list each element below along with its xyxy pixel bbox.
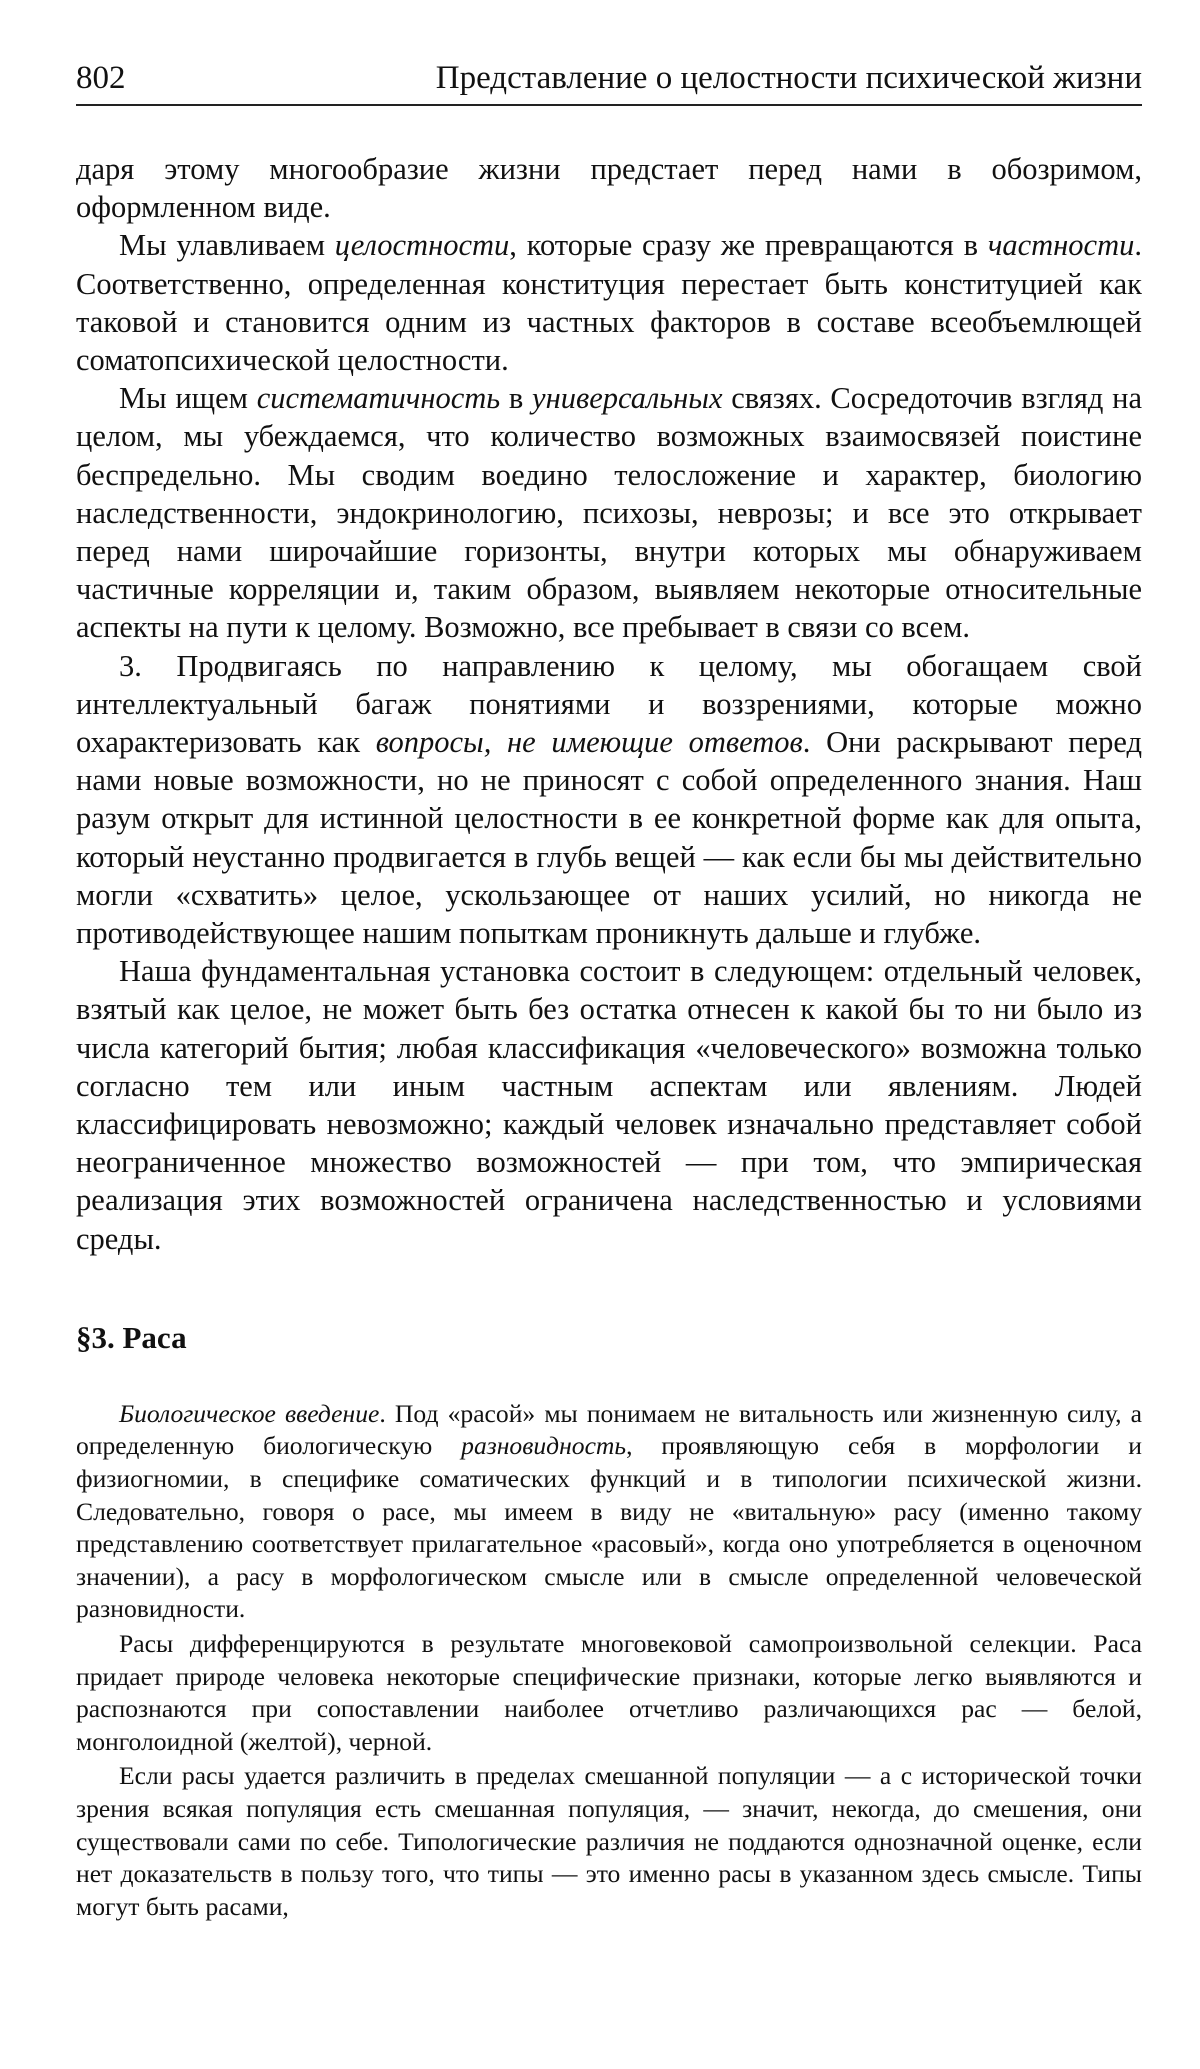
book-page (76, 58, 1142, 1925)
page-number: 802 (76, 60, 126, 96)
paragraph: даря этому многообразие жизни предстает перед нами в обозримом, оформленном виде. (76, 152, 1142, 225)
paragraph: Если расы удается различить в пределах смешанной популяции — а с исторической точки зрения всякая популяция есть смешанная популяция, — значит, некогда, до смешения, они существовали сами по себе. Типологические различия не поддаются однозначной оценке, если нет доказательств в пользу того, что типы — это именно расы в указанном здесь смысле. Типы могут быть расами, (76, 1761, 1142, 1921)
paragraph: Биологическое введение. Под «расой» мы понимаем не витальность или жизненную силу, а определенную биологическую разновидность, проявляющую себя в морфологии и физиогномии, в специфике соматических функций и в типологии психической жизни. Следовательно, говоря о расе, мы имеем в виду не «витальную» расу (именно такому представлению соответствует прилагательное «расовый», когда оно употребляется в оценочном значении), а расу в морфологическом смысле или в смысле определенной человеческой разновидности. (76, 1398, 1142, 1624)
paragraph: Мы ищем систематичность в универсальных связях. Сосредоточив взгляд на целом, мы убеждаемся, что количество возможных взаимосвязей поистине беспредельно. Мы сводим воедино телосложение и характер, биологию наследственности, эндокринологию, психозы, неврозы; и все это открывает перед нами широчайшие горизонты, внутри которых мы обнаруживаем частичные корреляции и, таким образом, выявляем некоторые относительные аспекты на пути к целому. Возможно, все пребывает в связи со всем. (76, 381, 1142, 645)
paragraph: 3. Продвигаясь по направлению к целому, мы обогащаем свой интеллектуальный багаж понятиями и воззрениями, которые можно охарактеризовать как вопросы, не имеющие ответов. Они раскрывают перед нами новые возможности, но не приносят с собой определенного знания. Наш разум открыт для истинной целостности в ее конкретной форме как для опыта, который неустанно продвигается в глубь вещей — как если бы мы действительно могли «схватить» целое, ускользающее от наших усилий, но никогда не противодействующее нашим попыткам проникнуть дальше и глубже. (76, 648, 1142, 951)
running-title: Представление о целостности психической жизни (435, 60, 1142, 96)
paragraph: Мы улавливаем целостности, которые сразу же превращаются в частности. Соответственно, определенная конституция перестает быть конституцией как таковой и становится одним из частных факторов в составе всеобъемлющей соматопсихической целостности. (76, 228, 1142, 378)
small-print-text (76, 1398, 1142, 1924)
page-header (76, 58, 1142, 106)
paragraph: Наша фундаментальная установка состоит в следующем: отдельный человек, взятый как целое, не может быть без остатка отнесен к какой бы то ни было из числа категорий бытия; любая классификация «человеческого» возможна только согласно тем или иным частным аспектам или явлениям. Людей классифицировать невозможно; каждый человек изначально представляет собой неограниченное множество возможностей — при том, что эмпирическая реализация этих возможностей ограничена наследственностью и условиями среды. (76, 954, 1142, 1256)
paragraph: Расы дифференцируются в результате многовековой самопроизвольной селекции. Раса придает природе человека некоторые специфические признаки, которые легко выявляются и распознаются при сопоставлении наиболее отчетливо различающихся рас — белой, монголоидной (желтой), черной. (76, 1629, 1142, 1756)
main-text (76, 150, 1142, 1258)
section-heading: §3. Раса (76, 1319, 187, 1355)
